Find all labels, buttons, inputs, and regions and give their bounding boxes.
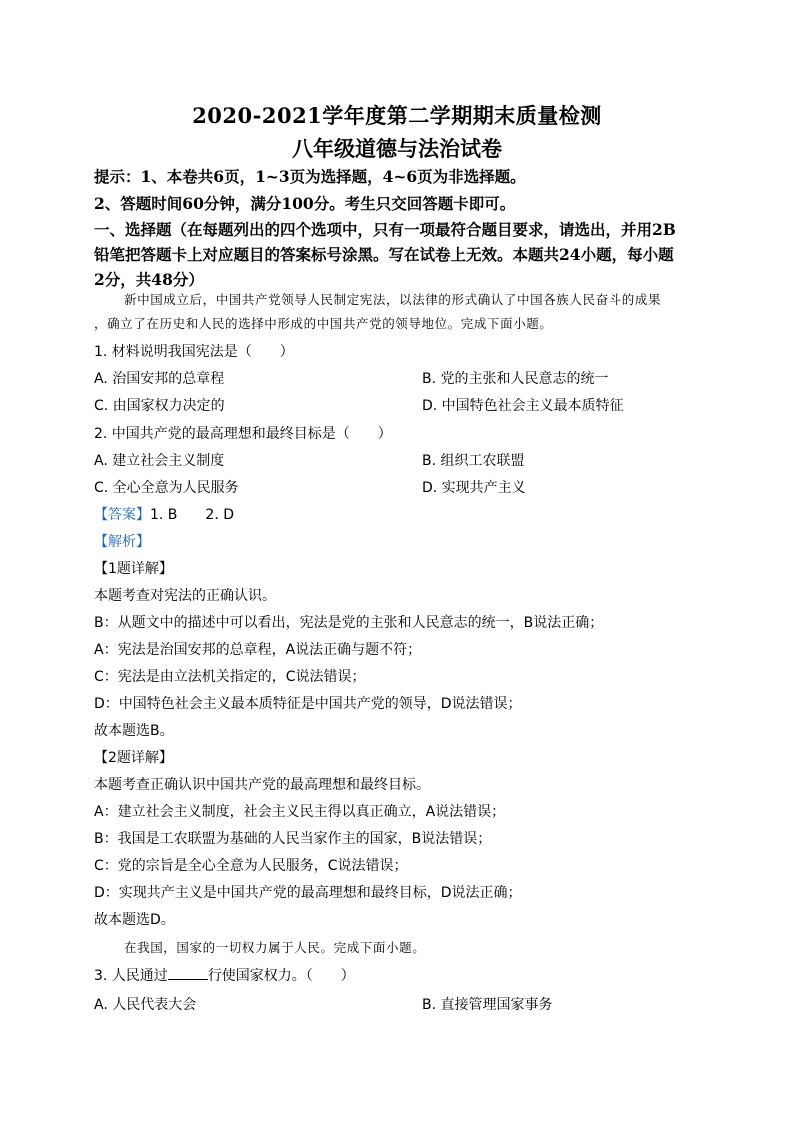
question-3-blank [168, 965, 208, 980]
detail-1-line: D：中国特色社会主义最本质特征是中国共产党的领导，D说法错误； [94, 696, 522, 712]
exam-title: 2020-2021学年度第二学期期末质量检测 [192, 103, 602, 128]
detail-2-line: B：我国是工农联盟为基础的人民当家作主的国家，B说法错误； [94, 831, 492, 847]
group1-intro-line-1: 新中国成立后，中国共产党领导人民制定宪法，以法律的形式确认了中国各族人民奋斗的成果 [124, 292, 662, 307]
detail-2-line: D：实现共产主义是中国共产党的最高理想和最终目标，D说法正确； [94, 885, 522, 901]
analysis-line [94, 531, 150, 551]
detail-2-heading: 【2题详解】 [94, 750, 173, 766]
notes-line-2: 2、答题时间60分钟，满分100分。考生只交回答题卡即可。 [94, 194, 516, 213]
detail-2-line: A：建立社会主义制度，社会主义民主得以真正确立，A说法错误； [94, 804, 506, 820]
section-heading-line-3: 2分，共48分） [94, 270, 204, 289]
detail-1-line: 本题考查对宪法的正确认识。 [94, 588, 276, 604]
detail-1-line: A：宪法是治国安邦的总章程，A说法正确与题不符； [94, 642, 422, 658]
question-3-stem-suffix: 行使国家权力。（ ） [207, 968, 355, 984]
answer-tag: 【答案】 [94, 507, 150, 523]
question-1-option-b: B. 党的主张和人民意志的统一 [422, 371, 609, 387]
question-1-option-d: D. 中国特色社会主义最本质特征 [422, 398, 624, 414]
answer-text: 1. B 2. D [150, 507, 234, 523]
group2-intro: 在我国，国家的一切权力属于人民。完成下面小题。 [124, 940, 426, 955]
group1-intro-line-2: ，确立了在历史和人民的选择中形成的中国共产党的领导地位。完成下面小题。 [94, 316, 553, 331]
section-heading-line-2: 铅笔把答题卡上对应题目的答案标号涂黑。写在试卷上无效。本题共24小题，每小题 [94, 245, 674, 264]
answer-line [94, 504, 234, 524]
question-3-option-b: B. 直接管理国家事务 [422, 997, 553, 1013]
question-1-option-c: C. 由国家权力决定的 [94, 398, 225, 414]
question-2-option-a: A. 建立社会主义制度 [94, 453, 225, 469]
exam-subtitle: 八年级道德与法治试卷 [292, 136, 502, 161]
detail-1-heading: 【1题详解】 [94, 561, 173, 577]
question-3-stem-prefix: 3. 人民通过 [94, 968, 168, 984]
detail-1-line: B：从题文中的描述中可以看出，宪法是党的主张和人民意志的统一，B说法正确； [94, 615, 604, 631]
analysis-tag: 【解析】 [94, 534, 150, 550]
question-1-option-a: A. 治国安邦的总章程 [94, 371, 225, 387]
detail-2-line: 故本题选D。 [94, 912, 175, 928]
question-2-option-b: B. 组织工农联盟 [422, 453, 525, 469]
detail-1-line: C：宪法是由立法机关指定的，C说法错误； [94, 669, 366, 685]
question-2-option-d: D. 实现共产主义 [422, 480, 526, 496]
question-2-option-c: C. 全心全意为人民服务 [94, 480, 239, 496]
question-3-stem [94, 965, 355, 985]
detail-2-line: 本题考查正确认识中国共产党的最高理想和最终目标。 [94, 777, 430, 793]
question-1-stem: 1. 材料说明我国宪法是（ ） [94, 344, 294, 360]
detail-1-line: 故本题选B。 [94, 723, 174, 739]
detail-2-line: C：党的宗旨是全心全意为人民服务，C说法错误； [94, 858, 408, 874]
section-heading-line-1: 一、选择题（在每题列出的四个选项中，只有一项最符合题目要求，请选出，并用2B [94, 220, 676, 239]
question-3-option-a: A. 人民代表大会 [94, 997, 197, 1013]
question-2-stem: 2. 中国共产党的最高理想和最终目标是（ ） [94, 426, 392, 442]
notes-line-1: 提示：1、本卷共6页，1~3页为选择题，4~6页为非选择题。 [94, 167, 526, 186]
